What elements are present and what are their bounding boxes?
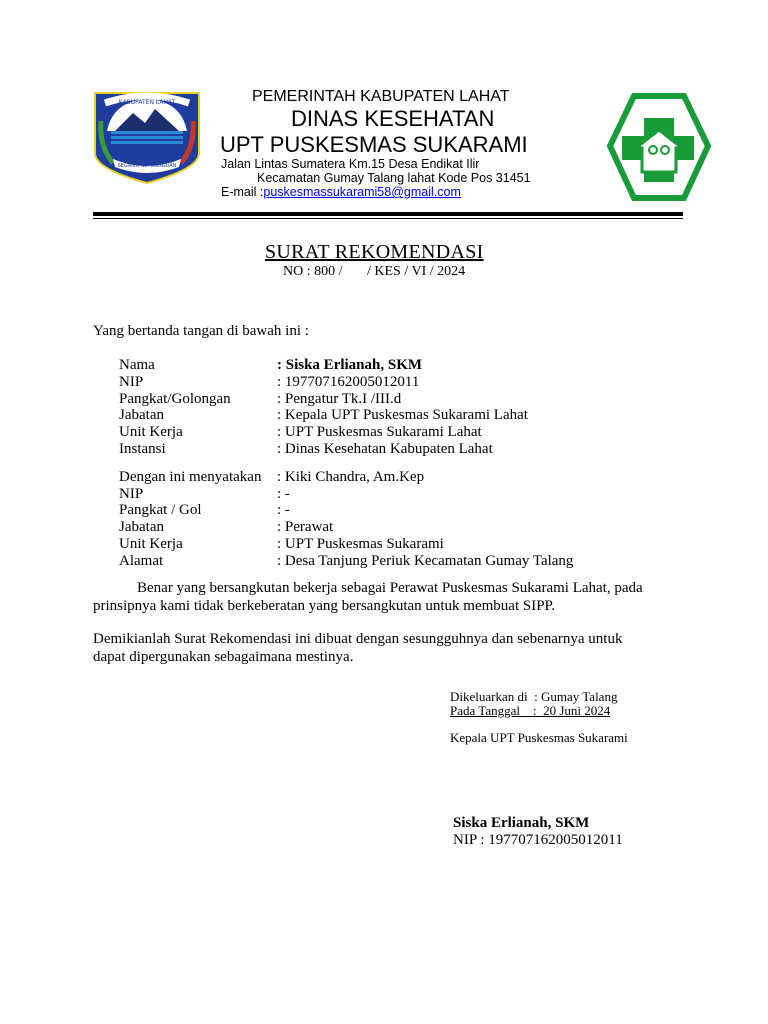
- issued-place: Dikeluarkan di : Gumay Talang: [450, 689, 618, 704]
- field-value: : Kepala UPT Puskesmas Sukarami Lahat: [277, 407, 528, 423]
- paragraph-closing-line1: Demikianlah Surat Rekomendasi ini dibuat dengan sesungguhnya dan sebenarnya untuk: [93, 631, 623, 647]
- field-value-name: : Siska Erlianah, SKM: [277, 357, 423, 373]
- header-government: PEMERINTAH KABUPATEN LAHAT: [252, 88, 510, 105]
- field-value: : Perawat: [277, 519, 334, 535]
- field-value: : -: [277, 502, 290, 518]
- field-label: Unit Kerja: [119, 424, 183, 440]
- signer-nip: NIP : 197707162005012011: [453, 832, 623, 848]
- paragraph-statement-line1: Benar yang bersangkutan bekerja sebagai Perawat Puskesmas Sukarami Lahat, pada: [137, 580, 643, 596]
- field-label: Jabatan: [119, 519, 164, 535]
- field-label: Dengan ini menyatakan: [119, 469, 262, 485]
- paragraph-closing-line2: dapat dipergunakan sebagaimana mestinya.: [93, 649, 354, 665]
- header-address-line2: Kecamatan Gumay Talang lahat Kode Pos 31451: [257, 171, 531, 185]
- field-value: : UPT Puskesmas Sukarami: [277, 536, 444, 552]
- header-email-row: [221, 185, 461, 199]
- emblem-text-top: KABUPATEN LAHAT: [118, 99, 176, 106]
- field-label: NIP: [119, 486, 144, 502]
- letterhead-rule-thin: [93, 218, 683, 219]
- header-department: DINAS KESEHATAN: [291, 106, 495, 131]
- kabupaten-lahat-emblem-logo: [93, 91, 201, 185]
- header-address-line1: Jalan Lintas Sumatera Km.15 Desa Endikat Ilir: [221, 157, 480, 171]
- intro-text: Yang bertanda tangan di bawah ini :: [93, 323, 309, 339]
- field-value: : Kiki Chandra, Am.Kep: [277, 469, 425, 485]
- document-title: SURAT REKOMENDASI: [265, 241, 484, 263]
- field-value: : -: [277, 486, 290, 502]
- field-label: Pangkat/Golongan: [119, 391, 231, 407]
- field-value: : Desa Tanjung Periuk Kecamatan Gumay Talang: [277, 553, 574, 569]
- header-institution: UPT PUSKESMAS SUKARAMI: [220, 132, 528, 157]
- email-label: E-mail :: [221, 185, 264, 199]
- field-label: NIP: [119, 374, 144, 390]
- document-number: NO : 800 / / KES / VI / 2024: [283, 264, 466, 279]
- puskesmas-logo: [572, 88, 740, 208]
- field-label: Pangkat / Gol: [119, 502, 202, 518]
- letterhead-rule-thick: [93, 212, 683, 216]
- field-label: Nama: [119, 357, 155, 373]
- signer-name: Siska Erlianah, SKM: [453, 815, 590, 831]
- issued-date: Pada Tanggal : 20 Juni 2024: [450, 703, 611, 718]
- email-link[interactable]: puskesmassukarami58@gmail.com: [263, 185, 461, 199]
- field-value: : Pengatur Tk.I /III.d: [277, 391, 402, 407]
- field-label: Unit Kerja: [119, 536, 183, 552]
- field-label: Alamat: [119, 553, 164, 569]
- field-value: : UPT Puskesmas Sukarami Lahat: [277, 424, 482, 440]
- emblem-text-bottom: SEGANTI SETUNGGUAN: [117, 163, 177, 169]
- field-value: : Dinas Kesehatan Kabupaten Lahat: [277, 441, 493, 457]
- field-value: : 197707162005012011: [277, 374, 420, 390]
- signer-position: Kepala UPT Puskesmas Sukarami: [450, 730, 628, 745]
- paragraph-statement-line2: prinsipnya kami tidak berkeberatan yang bersangkutan untuk membuat SIPP.: [93, 598, 555, 614]
- field-label: Instansi: [119, 441, 166, 457]
- field-label: Jabatan: [119, 407, 164, 423]
